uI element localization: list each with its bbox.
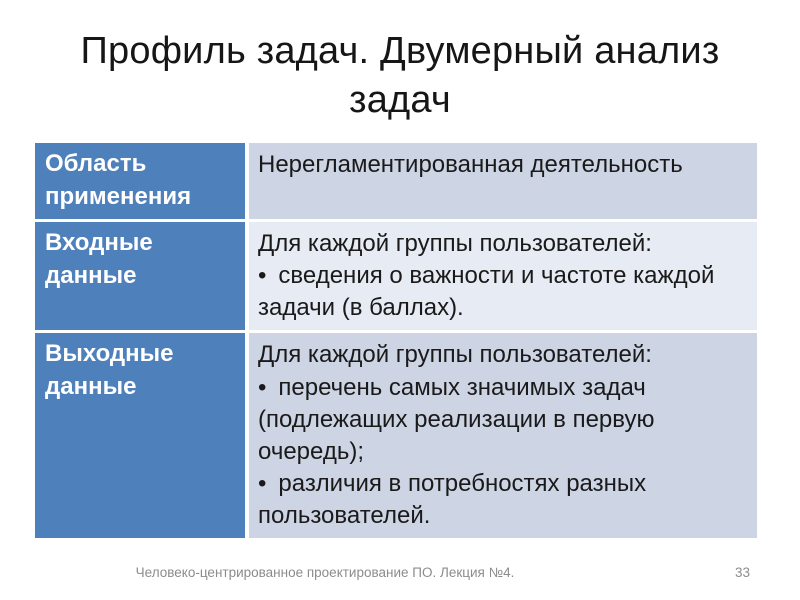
- task-profile-table: [35, 143, 757, 538]
- row-header-input-data: Входные данные: [35, 222, 245, 333]
- bullet-icon: •: [258, 373, 267, 401]
- bullet-item: [258, 468, 747, 532]
- table-row: [35, 143, 757, 222]
- bullet-item: [258, 260, 747, 324]
- cell-text: Для каждой группы пользователей:: [258, 341, 652, 369]
- footer-text: Человеко-центрированное проектирование ПО. Лекция №4.: [135, 565, 515, 580]
- slide-title: Профиль задач. Двумерный анализ задач: [80, 30, 720, 121]
- cell-text: Для каждой группы пользователей:: [258, 230, 652, 257]
- bullet-text: различия в потребностях разных пользователей.: [258, 470, 647, 530]
- page-number: 33: [734, 565, 750, 580]
- bullet-text: перечень самых значимых задач (подлежащих реализации в первую очередь);: [258, 373, 655, 465]
- row-header-output-data: Выходные данные: [35, 333, 245, 538]
- table-row: [35, 333, 757, 538]
- cell-text: Нерегламентированная деятельность: [258, 151, 683, 178]
- bullet-icon: •: [258, 262, 267, 290]
- row-value-output-data: [245, 333, 757, 538]
- bullet-item: [258, 372, 747, 468]
- table-row: [35, 222, 757, 333]
- row-value-input-data: [245, 222, 757, 333]
- bullet-icon: •: [258, 470, 267, 498]
- row-value-application-area: [245, 143, 757, 222]
- bullet-text: сведения о важности и частоте каждой задачи (в баллах).: [258, 262, 715, 322]
- row-header-application-area: Область применения: [35, 143, 245, 222]
